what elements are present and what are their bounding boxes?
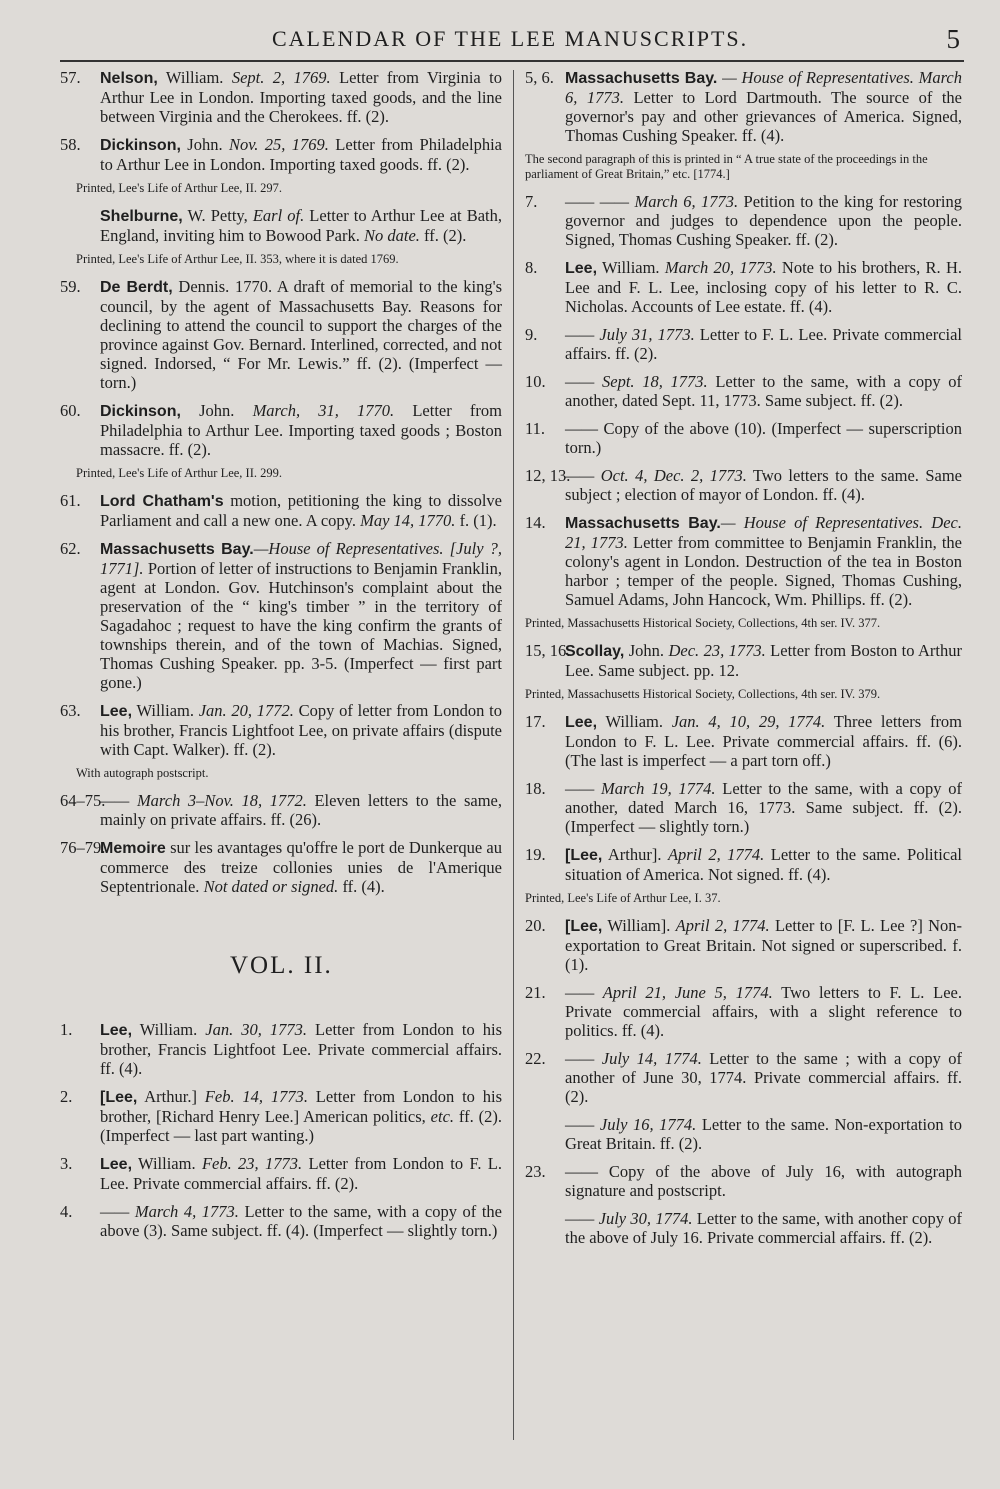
- vol2-entry-18: 18. —— March 19, 1774. Letter to the same, with a copy of another, dated March 16, 1773. Same subject. ff. (2). (Imperfect — slightly torn.): [525, 779, 962, 836]
- volume-heading: VOL. II.: [230, 952, 333, 979]
- entry-58: 58. Dickinson, John. Nov. 25, 1769. Letter from Philadelphia to Arthur Lee in London. Importing taxed goods. ff. (2).: [60, 135, 503, 174]
- vol2-entry-19: 19. [Lee, Arthur]. April 2, 1774. Letter to the same. Political situation of America. Not signed. ff. (4).: [525, 845, 963, 884]
- vol2-entry-14: 14. Massachusetts Bay.— House of Representatives. Dec. 21, 1773. Letter from committee to Benjamin Franklin, the colony's agent in London. Destruction of the tea in Boston harbor ; temper of the people. Signed, Thomas Cushing, Samuel Adams, John Hancock, Wm. Phillips. ff. (2).: [525, 513, 962, 609]
- column-divider: [513, 70, 514, 1440]
- page-number: 5: [946, 24, 960, 54]
- vol2-entry-11: 11. —— Copy of the above (10). (Imperfect — superscription torn.): [525, 419, 962, 457]
- vol2-entry-20: 20. [Lee, William]. April 2, 1774. Letter to [F. L. Lee ?] Non-exportation to Great Britain. Not signed or superscribed. f. (1).: [525, 916, 963, 974]
- entry-63: 63. Lee, William. Jan. 20, 1772. Copy of letter from London to his brother, Francis Lightfoot Lee, on private affairs (dispute with Capt. Walker). ff. (2).: [60, 701, 502, 759]
- vol2-entry-15-16: 15, 16. Scollay, John. Dec. 23, 1773. Letter from Boston to Arthur Lee. Same subject. pp. 12.: [525, 641, 963, 680]
- vol2-entry-4: 4. —— March 4, 1773. Letter to the same, with a copy of the above (3). Same subject. ff. (4). (Imperfect — slightly torn.): [60, 1202, 502, 1240]
- running-header: [0, 22, 1000, 62]
- entry-64-75: 64–75. —— March 3–Nov. 18, 1772. Eleven letters to the same, mainly on private affairs. ff. (26).: [60, 791, 502, 829]
- left-column: [60, 68, 502, 1249]
- entry-61: 61. Lord Chatham's motion, petitioning the king to dissolve Parliament and call a new one. A copy. May 14, 1770. f. (1).: [60, 491, 502, 530]
- entry-5-6-note: The second paragraph of this is printed in “ A true state of the proceedings in the parliament of Great Britain,” etc. [1774.]: [525, 152, 928, 181]
- entry-58-note: Printed, Lee's Life of Arthur Lee, II. 297.: [76, 181, 283, 195]
- entry-shelburne-note: Printed, Lee's Life of Arthur Lee, II. 353, where it is dated 1769.: [76, 252, 399, 266]
- entry-19-note: Printed, Lee's Life of Arthur Lee, I. 37.: [525, 891, 721, 905]
- vol2-entry-8: 8. Lee, William. March 20, 1773. Note to his brothers, R. H. Lee and F. L. Lee, inclosing copy of his letter to R. C. Nicholas. Accounts of Lee estate. ff. (4).: [525, 258, 962, 316]
- vol2-entry-1: 1. Lee, William. Jan. 30, 1773. Letter from London to his brother, Francis Lightfoot Lee. Private commercial affairs. ff. (4).: [60, 1020, 502, 1078]
- right-column: [525, 68, 962, 1256]
- entry-62: 62. Massachusetts Bay.—House of Representatives. [July ?, 1771]. Portion of letter of instructions to Benjamin Franklin, agent at London. Gov. Hutchinson's complaint about the preservation of the “ king's timber ” in the territory of Sagadahoc ; request to have the king confirm the grants of townships therein, and of the town of Machias. Signed, Thomas Cushing Speaker. pp. 3-5. (Imperfect — first part gone.): [60, 539, 502, 692]
- vol2-entry-21: 21. —— April 21, June 5, 1774. Two letters to F. L. Lee. Private commercial affairs, with a slight reference to politics. ff. (4).: [525, 983, 962, 1040]
- vol2-entry-10: 10. —— Sept. 18, 1773. Letter to the same, with a copy of another, dated Sept. 11, 1773. Same subject. ff. (2).: [525, 372, 962, 410]
- entry-60: 60. Dickinson, John. March, 31, 1770. Letter from Philadelphia to Arthur Lee. Importing taxed goods ; Boston massacre. ff. (2).: [60, 401, 502, 459]
- entry-76-79: 76–79. Memoire sur les avantages qu'offre le port de Dunkerque au commerce des treize collonies unies de l'Amerique Septentrionale. Not dated or signed. ff. (4).: [60, 838, 502, 896]
- vol2-entry-3: 3. Lee, William. Feb. 23, 1773. Letter from London to F. L. Lee. Private commercial affairs. ff. (2).: [60, 1154, 503, 1193]
- entry-shelburne: Shelburne, W. Petty, Earl of. Letter to Arthur Lee at Bath, England, inviting him to Bowood Park. No date. ff. (2).: [100, 206, 502, 245]
- vol2-entry-22: 22. —— July 14, 1774. Letter to the same ; with a copy of another of June 30, 1774. Private commercial affairs. ff. (2).: [525, 1049, 962, 1106]
- entry-59: 59. De Berdt, Dennis. 1770. A draft of memorial to the king's council, by the agent of Massachusetts Bay. Reasons for declining to attend the council to support the charges of the province against Gov. Bernard. Interlined, corrected, and not signed. Indorsed, “ For Mr. Lewis.” ff. (2). (Imperfect — torn.): [60, 277, 503, 392]
- entry-63-note: With autograph postscript.: [76, 766, 209, 780]
- vol2-entry-23-continued: —— July 30, 1774. Letter to the same, with another copy of the above of July 16. Private commercial affairs. ff. (2).: [565, 1209, 962, 1247]
- entry-15-16-note: Printed, Massachusetts Historical Society, Collections, 4th ser. IV. 379.: [525, 687, 881, 701]
- vol2-entry-22-continued: —— July 16, 1774. Letter to the same. Non-exportation to Great Britain. ff. (2).: [565, 1115, 962, 1153]
- vol2-entry-5-6: 5, 6. Massachusetts Bay. — House of Representatives. March 6, 1773. Letter to Lord Dartmouth. The source of the governor's pay and other grievances of America. Signed, Thomas Cushing Speaker. ff. (4).: [525, 68, 963, 145]
- vol2-entry-23: 23. —— Copy of the above of July 16, with autograph signature and postscript.: [525, 1162, 962, 1200]
- vol2-entry-7: 7. —— —— March 6, 1773. Petition to the king for restoring governor and judges to dependence upon the people. Signed, Thomas Cushing Speaker. ff. (2).: [525, 192, 963, 249]
- entry-60-note: Printed, Lee's Life of Arthur Lee, II. 299.: [76, 466, 283, 480]
- entry-14-note: Printed, Massachusetts Historical Society, Collections, 4th ser. IV. 377.: [525, 616, 881, 630]
- page-title: CALENDAR OF THE LEE MANUSCRIPTS.: [272, 26, 749, 51]
- vol2-entry-12-13: 12, 13. —— Oct. 4, Dec. 2, 1773. Two letters to the same. Same subject ; election of mayor of London. ff. (4).: [525, 466, 962, 504]
- header-rule: [60, 60, 964, 62]
- vol2-entry-9: 9. —— July 31, 1773. Letter to F. L. Lee. Private commercial affairs. ff. (2).: [525, 325, 963, 363]
- vol2-entry-17: 17. Lee, William. Jan. 4, 10, 29, 1774. Three letters from London to F. L. Lee. Private commercial affairs. ff. (6). (The last is imperfect — a part torn off.): [525, 712, 963, 770]
- entry-57: 57. Nelson, William. Sept. 2, 1769. Letter from Virginia to Arthur Lee in London. Importing taxed goods, and the line between Virginia and the Cherokees. ff. (2).: [60, 68, 502, 126]
- vol2-entry-2: 2. [Lee, Arthur.] Feb. 14, 1773. Letter from London to his brother, [Richard Henry Lee.] American politics, etc. ff. (2). (Imperfect — last part wanting.): [60, 1087, 502, 1145]
